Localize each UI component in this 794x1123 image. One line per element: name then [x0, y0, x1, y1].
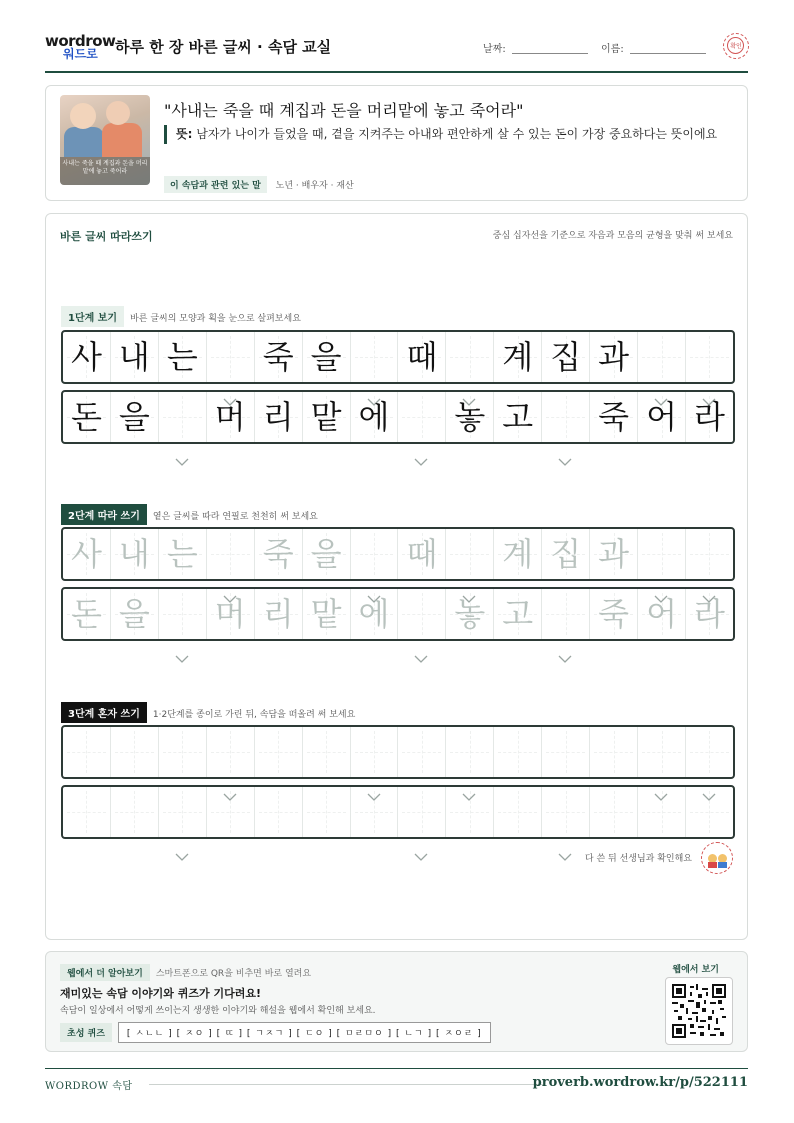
practice-char: 죽: [598, 398, 630, 436]
char-cell[interactable]: [111, 727, 159, 777]
check-note: 다 쓴 뒤 선생님과 확인해요: [584, 854, 692, 864]
step3-badge: 3단계 혼자 쓰기: [61, 702, 147, 723]
space-cell: [207, 332, 255, 382]
space-marker-icon: [654, 567, 668, 575]
char-cell[interactable]: [303, 787, 351, 837]
space-cell: [159, 392, 207, 442]
char-cell: [686, 392, 733, 442]
char-cell: [638, 392, 686, 442]
practice-char: 는: [166, 535, 198, 573]
logo-text: wordrow: [45, 32, 116, 50]
space-cell[interactable]: [207, 529, 255, 579]
step1-desc: 바른 글씨의 모양과 획을 눈으로 살펴보세요: [130, 314, 301, 324]
space-marker-icon: [654, 370, 668, 378]
related-words: 노년 · 배우자 · 재산: [275, 181, 354, 191]
practice-hint: 중심 십자선을 기준으로 자음과 모음의 균형을 맞춰 써 보세요: [492, 231, 733, 241]
char-cell: [111, 332, 159, 382]
practice-char: 맡: [310, 595, 342, 633]
char-cell[interactable]: [111, 787, 159, 837]
related-label: 이 속담과 관련 있는 말: [164, 176, 267, 193]
char-cell[interactable]: [255, 727, 303, 777]
step2-desc: 옅은 글씨를 따라 연필로 천천히 써 보세요: [152, 512, 318, 522]
char-cell[interactable]: [303, 589, 351, 639]
name-field[interactable]: [601, 40, 706, 55]
step1-header: [61, 306, 301, 327]
practice-char: 머: [214, 398, 246, 436]
space-marker-icon: [367, 765, 381, 773]
practice-char: 을: [118, 595, 150, 633]
web-label: 웹에서 보기: [672, 965, 719, 975]
confirm-stamp-icon: [723, 33, 749, 59]
teacher-check-icon: [701, 842, 733, 874]
more-desc: 속담이 일상에서 어떻게 쓰이는지 생생한 이야기와 해설을 웹에서 확인해 보세요.: [60, 1006, 376, 1016]
space-marker-icon: [175, 430, 189, 438]
space-marker-icon: [654, 765, 668, 773]
practice-char: 고: [502, 595, 534, 633]
char-cell[interactable]: [494, 787, 542, 837]
space-marker-icon: [414, 627, 428, 635]
stamp-text: 확인: [730, 43, 742, 50]
more-badge-desc: 스마트폰으로 QR을 비추면 바로 열려요: [155, 969, 312, 979]
char-cell: [63, 332, 111, 382]
meaning-text: 남자가 나이가 들었을 때, 곁을 지켜주는 아내와 편안하게 살 수 있는 돈이 가장 중요하다는 뜻이에요: [196, 127, 718, 141]
space-marker-icon: [702, 370, 716, 378]
qr-code-graphic: [672, 984, 726, 1038]
char-cell[interactable]: [111, 529, 159, 579]
footer-brand: WORDROW 속담: [45, 1081, 133, 1092]
more-info-card: [45, 951, 748, 1052]
space-cell[interactable]: [159, 589, 207, 639]
char-cell: [590, 392, 638, 442]
char-cell[interactable]: [255, 529, 303, 579]
char-cell[interactable]: [303, 529, 351, 579]
practice-char: 집: [550, 535, 582, 573]
wordrow-logo: [45, 32, 116, 62]
name-label: 이름:: [601, 44, 624, 55]
illustration-caption: 사내는 죽을 때 계집과 돈을 머리맡에 놓고 죽어라: [60, 157, 150, 185]
practice-char: 에: [358, 595, 390, 633]
char-cell[interactable]: [207, 589, 255, 639]
practice-char: 계: [502, 338, 534, 376]
char-cell[interactable]: [590, 589, 638, 639]
step2-row1[interactable]: [61, 527, 735, 581]
practice-char: 을: [310, 338, 342, 376]
char-cell[interactable]: [398, 727, 446, 777]
space-cell[interactable]: [542, 589, 590, 639]
qr-code-icon[interactable]: [665, 977, 733, 1045]
char-cell[interactable]: [494, 529, 542, 579]
practice-char: 과: [598, 535, 630, 573]
more-title: 재미있는 속담 이야기와 퀴즈가 기다려요!: [60, 987, 261, 1000]
char-cell[interactable]: [542, 529, 590, 579]
logo-korean-text: 워드로: [63, 47, 98, 61]
char-cell: [446, 392, 494, 442]
char-cell[interactable]: [63, 787, 111, 837]
practice-char: 죽: [262, 535, 294, 573]
char-cell[interactable]: [686, 589, 733, 639]
space-cell[interactable]: [351, 727, 399, 777]
more-badge-row: [60, 964, 311, 981]
practice-char: 놓: [454, 398, 486, 436]
space-marker-icon: [558, 825, 572, 833]
practice-char: 때: [406, 338, 438, 376]
page-title: 하루 한 장 바른 글씨 · 속담 교실: [115, 38, 332, 56]
practice-char: 돈: [71, 595, 102, 633]
space-marker-icon: [702, 765, 716, 773]
practice-char: 을: [310, 535, 342, 573]
char-cell[interactable]: [351, 589, 399, 639]
space-marker-icon: [462, 370, 476, 378]
proverb-meaning: [164, 125, 734, 144]
step1-row2: [61, 390, 735, 444]
char-cell: [111, 392, 159, 442]
page-header: [45, 28, 748, 73]
meaning-label: 뜻:: [176, 127, 193, 141]
practice-char: 돈: [71, 398, 102, 436]
practice-char: 사: [71, 535, 102, 573]
quiz-label: 초성 퀴즈: [60, 1023, 112, 1042]
practice-char: 집: [550, 338, 582, 376]
step1-badge: 1단계 보기: [61, 306, 124, 327]
space-cell[interactable]: [398, 787, 446, 837]
practice-char: 을: [118, 398, 150, 436]
char-cell[interactable]: [63, 727, 111, 777]
practice-title: 바른 글씨 따라쓰기: [60, 230, 153, 243]
practice-char: 라: [693, 595, 725, 633]
space-marker-icon: [558, 430, 572, 438]
space-cell[interactable]: [446, 529, 494, 579]
char-cell[interactable]: [638, 589, 686, 639]
char-cell: [63, 392, 111, 442]
step2-badge: 2단계 따라 쓰기: [61, 504, 147, 525]
practice-char: 때: [406, 535, 438, 573]
char-cell[interactable]: [63, 529, 111, 579]
char-cell: [207, 392, 255, 442]
name-line[interactable]: [630, 53, 706, 54]
step1-row1: [61, 330, 735, 384]
char-cell[interactable]: [590, 727, 638, 777]
char-cell[interactable]: [494, 589, 542, 639]
space-cell[interactable]: [686, 727, 733, 777]
space-marker-icon: [414, 825, 428, 833]
related-words-row: [164, 176, 354, 193]
practice-char: 죽: [598, 595, 630, 633]
char-cell: [303, 332, 351, 382]
char-cell: [303, 392, 351, 442]
date-label: 날짜:: [483, 44, 506, 55]
char-cell: [255, 332, 303, 382]
practice-char: 놓: [454, 595, 486, 633]
space-cell[interactable]: [159, 787, 207, 837]
char-cell[interactable]: [542, 727, 590, 777]
space-cell[interactable]: [398, 589, 446, 639]
practice-char: 어: [646, 398, 677, 436]
footer-divider: [149, 1084, 543, 1085]
proverb-illustration: [60, 95, 150, 185]
char-cell: [494, 392, 542, 442]
space-marker-icon: [175, 627, 189, 635]
space-cell[interactable]: [207, 727, 255, 777]
space-cell: [351, 332, 399, 382]
char-cell[interactable]: [159, 529, 207, 579]
char-cell[interactable]: [590, 529, 638, 579]
char-cell[interactable]: [255, 589, 303, 639]
space-cell[interactable]: [542, 787, 590, 837]
practice-char: 사: [71, 338, 102, 376]
char-cell[interactable]: [398, 529, 446, 579]
practice-card: [45, 213, 748, 940]
practice-char: 어: [646, 595, 677, 633]
space-cell[interactable]: [638, 727, 686, 777]
proverb-card: [45, 85, 748, 201]
space-cell[interactable]: [638, 529, 686, 579]
step2-header: [61, 504, 318, 525]
char-cell[interactable]: [159, 727, 207, 777]
practice-char: 에: [358, 398, 390, 436]
practice-char: 내: [118, 535, 150, 573]
practice-char: 머: [214, 595, 246, 633]
space-cell: [686, 332, 733, 382]
char-cell[interactable]: [446, 589, 494, 639]
date-line[interactable]: [512, 53, 588, 54]
space-marker-icon: [367, 567, 381, 575]
space-marker-icon: [367, 370, 381, 378]
step3-header: [61, 702, 355, 723]
quiz-box: [ ㅅㄴㄴ ] [ ㅈㅇ ] [ ㄸ ] [ ㄱㅈㄱ ] [ ㄷㅇ ] [ ㅁㄹㅁㅇ ] [ ㄴㄱ ] [ ㅈㅇㄹ ]: [118, 1022, 491, 1043]
quiz-row: [60, 1022, 491, 1043]
char-cell: [590, 332, 638, 382]
practice-char: 맡: [310, 398, 342, 436]
char-cell[interactable]: [494, 727, 542, 777]
practice-char: 죽: [262, 338, 294, 376]
space-cell[interactable]: [351, 529, 399, 579]
space-cell: [638, 332, 686, 382]
char-cell: [351, 392, 399, 442]
space-cell: [542, 392, 590, 442]
space-marker-icon: [558, 627, 572, 635]
practice-char: 고: [502, 398, 534, 436]
char-cell[interactable]: [255, 787, 303, 837]
footer-url-link[interactable]: proverb.wordrow.kr/p/522111: [532, 1075, 748, 1090]
practice-char: 리: [262, 398, 294, 436]
space-marker-icon: [462, 765, 476, 773]
step3-row1[interactable]: [61, 725, 735, 779]
more-badge: 웹에서 더 알아보기: [60, 964, 150, 981]
space-cell: [398, 392, 446, 442]
space-cell[interactable]: [446, 727, 494, 777]
char-cell: [398, 332, 446, 382]
char-cell[interactable]: [303, 727, 351, 777]
space-cell[interactable]: [686, 529, 733, 579]
space-marker-icon: [414, 430, 428, 438]
char-cell[interactable]: [590, 787, 638, 837]
page-footer: [45, 1068, 748, 1098]
practice-char: 과: [598, 338, 630, 376]
practice-char: 계: [502, 535, 534, 573]
char-cell: [542, 332, 590, 382]
practice-char: 리: [262, 595, 294, 633]
proverb-title: "사내는 죽을 때 계집과 돈을 머리맡에 놓고 죽어라": [164, 101, 524, 120]
char-cell[interactable]: [111, 589, 159, 639]
practice-char: 라: [693, 398, 725, 436]
step2-row2[interactable]: [61, 587, 735, 641]
space-marker-icon: [702, 567, 716, 575]
space-marker-icon: [462, 567, 476, 575]
step3-row2[interactable]: [61, 785, 735, 839]
char-cell: [255, 392, 303, 442]
step3-desc: 1·2단계를 종이로 가린 뒤, 속담을 떠올려 써 보세요: [152, 710, 356, 720]
space-marker-icon: [223, 370, 237, 378]
space-marker-icon: [175, 825, 189, 833]
space-marker-icon: [223, 567, 237, 575]
char-cell[interactable]: [63, 589, 111, 639]
char-cell: [494, 332, 542, 382]
practice-char: 내: [118, 338, 150, 376]
space-marker-icon: [223, 765, 237, 773]
space-cell: [446, 332, 494, 382]
practice-char: 는: [166, 338, 198, 376]
char-cell: [159, 332, 207, 382]
date-field[interactable]: [483, 40, 588, 55]
